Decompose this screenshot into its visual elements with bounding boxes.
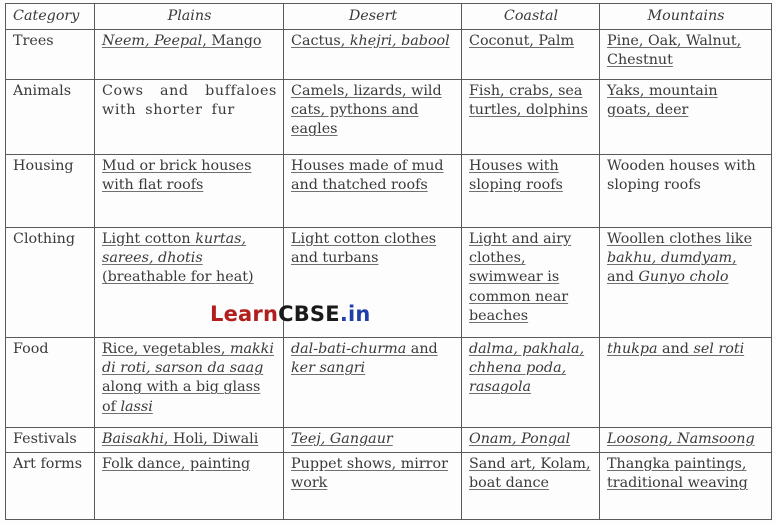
cell-desert (284, 155, 462, 228)
cell-mountains (600, 338, 772, 428)
row-category: Housing (6, 155, 95, 228)
table-row (6, 30, 772, 80)
table-row (6, 228, 772, 338)
cell-text: , Holi, Diwali (163, 431, 259, 447)
cell-mountains (600, 428, 772, 453)
cell-text: , and (607, 250, 737, 286)
cell-coastal (462, 338, 600, 428)
cell-text: Sand art, Kolam, boat dance (469, 456, 591, 492)
cell-text: Houses with sloping roofs (469, 158, 563, 194)
cell-text: along with a big glass of (102, 379, 261, 415)
cell-mountains (600, 30, 772, 80)
watermark-logo (210, 302, 371, 326)
cell-text: thukpa (607, 341, 658, 357)
cell-text: makki di roti, sarson da saag (102, 341, 274, 377)
cell-text: Houses made of mud and thatched roofs (291, 158, 444, 194)
cell-text: Teej, Gangaur (291, 431, 393, 447)
header-desert: Desert (284, 4, 462, 30)
header-plains: Plains (95, 4, 284, 30)
cell-text: Folk dance, painting (102, 456, 251, 472)
cell-text: ker sangri (291, 360, 366, 377)
cell-coastal (462, 228, 600, 338)
cell-desert (284, 428, 462, 453)
cell-coastal (462, 80, 600, 155)
cell-text: kurtas, sarees, dhotis (102, 231, 247, 267)
cell-text: Neem, Peepal (102, 33, 203, 49)
cell-text: Wooden houses with sloping roofs (607, 158, 756, 194)
table-row (6, 453, 772, 520)
header-coastal: Coastal (462, 4, 600, 30)
cell-text: Puppet shows, mirror work (291, 456, 448, 492)
cell-text: Onam, Pongal (469, 431, 571, 447)
cell-plains (95, 338, 284, 428)
cell-text: , Mango (202, 33, 262, 49)
cell-text: dal-bati-churma (291, 341, 407, 357)
cell-text: Light cotton clothes and turbans (291, 231, 437, 267)
cell-text: Fish, crabs, sea turtles, dolphins (469, 83, 588, 119)
table-row (6, 338, 772, 428)
cell-mountains (600, 155, 772, 228)
cell-mountains (600, 453, 772, 520)
cell-text: Light cotton (102, 231, 196, 247)
cell-text: Light and airy clothes, swimwear is common near beaches (469, 231, 572, 324)
header-row (6, 4, 772, 30)
cell-desert (284, 30, 462, 80)
cell-desert (284, 453, 462, 520)
table-row (6, 428, 772, 453)
cell-text: sel roti (693, 341, 745, 357)
watermark-learn: Learn (210, 302, 279, 326)
cell-mountains (600, 228, 772, 338)
cell-text: Rice, vegetables, (102, 341, 230, 357)
cell-desert (284, 338, 462, 428)
cell-text: Mud or brick houses with flat roofs (102, 158, 252, 194)
row-category: Trees (6, 30, 95, 80)
watermark-in: .in (339, 302, 371, 326)
cell-coastal (462, 428, 600, 453)
row-category: Festivals (6, 428, 95, 453)
row-category: Food (6, 338, 95, 428)
cell-text: khejri, babool (349, 33, 450, 49)
cell-text: and (406, 341, 438, 357)
cell-plains (95, 428, 284, 453)
cell-desert (284, 80, 462, 155)
cell-coastal (462, 30, 600, 80)
cell-plains (95, 453, 284, 520)
header-category: Category (6, 4, 95, 30)
cell-text: Camels, lizards, wild cats, pythons and eagles (291, 83, 442, 138)
comparison-table (5, 3, 772, 520)
cell-plains (95, 155, 284, 228)
cell-text: (breathable for heat) (102, 269, 254, 286)
cell-text: and (657, 341, 694, 357)
cell-text: dalma, pakhala, chhena poda, rasagola (469, 341, 585, 396)
header-mountains: Mountains (600, 4, 772, 30)
cell-text: Gunyo cholo (638, 269, 729, 286)
cell-text: Pine, Oak, Walnut, Chestnut (607, 33, 742, 69)
cell-text: Loosong, Namsoong (607, 431, 755, 447)
cell-text: Yaks, mountain goats, deer (607, 83, 718, 119)
cell-text: bakhu, dumdyam (607, 250, 733, 267)
cell-text: Woollen clothes like (607, 231, 753, 247)
watermark-cbse: CBSE (278, 302, 340, 326)
table-row (6, 80, 772, 155)
row-category: Animals (6, 80, 95, 155)
cell-text: Baisakhi (102, 431, 164, 447)
row-category: Art forms (6, 453, 95, 520)
cell-plains (95, 80, 284, 155)
row-category: Clothing (6, 228, 95, 338)
cell-coastal (462, 155, 600, 228)
cell-text: lassi (120, 398, 153, 415)
cell-text: Thangka paintings, traditional weaving (607, 456, 748, 492)
cell-coastal (462, 453, 600, 520)
cell-text: Coconut, Palm (469, 33, 575, 49)
table-row (6, 155, 772, 228)
cell-text: Cactus, (291, 33, 350, 49)
cell-text: Cows and buffaloes with shorter fur (102, 83, 277, 119)
cell-mountains (600, 80, 772, 155)
cell-plains (95, 30, 284, 80)
